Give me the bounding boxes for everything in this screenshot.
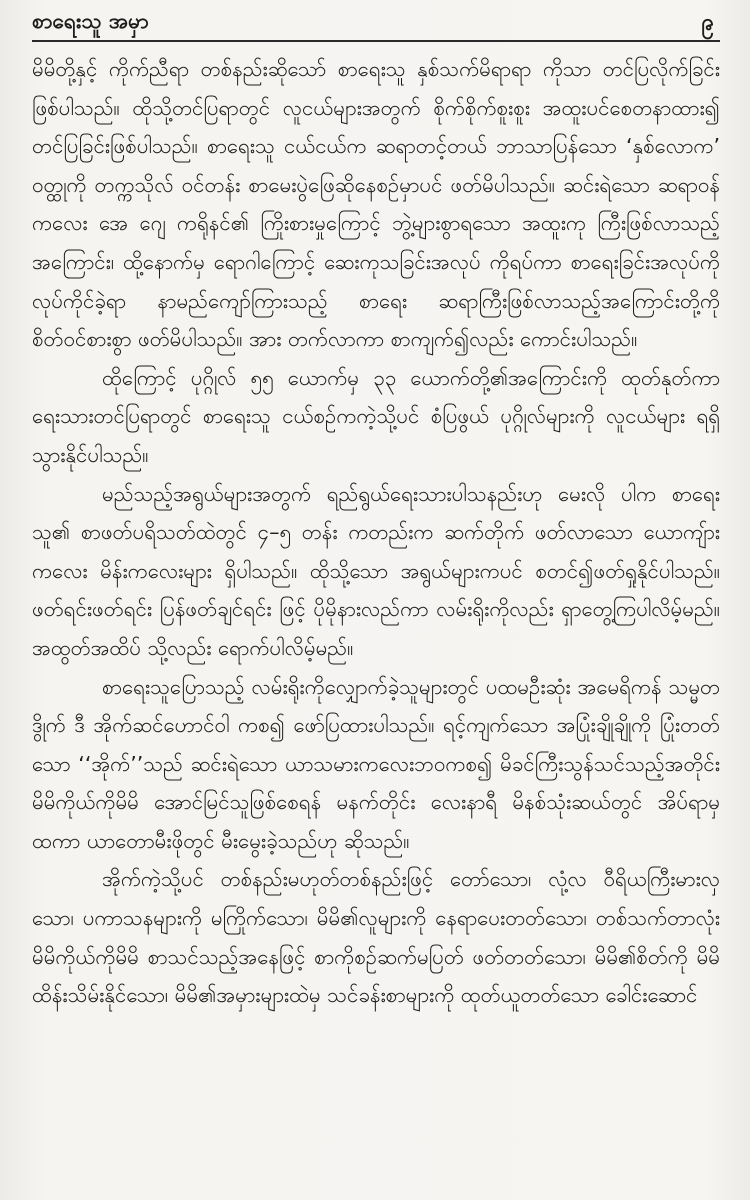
page-number: ၉ — [701, 9, 714, 35]
paragraph-3: မည်သည့်အရွယ်များအတွက် ရည်ရွယ်ရေးသားပါသနည်းဟု မေးလို ပါက စာရေးသူ၏ စာဖတ်ပရိသတ်ထဲတွင် ၄–၅ တန်း ကတည်းက ဆက်တိုက် ဖတ်လာသော ယောကျ်ားကလေး မိန်းကလေးများ ရှိပါသည်။ ထိုသို့သော အရွယ်များကပင် စတင်၍ဖတ်ရှုနိုင်ပါသည်။ ဖတ်ရင်းဖတ်ရင်း ပြန်ဖတ်ချင်ရင်း ဖြင့် ပိုမိုနားလည်ကာ လမ်းရိုးကိုလည်း ရှာတွေ့ကြပါလိမ့်မည်။ အထွတ်အထိပ် သို့လည်း ရောက်ပါလိမ့်မည်။ — [32, 481, 720, 660]
body-text — [32, 50, 720, 1015]
paragraph-1: မိမိတို့နှင့် ကိုက်ညီရာ တစ်နည်းဆိုသော် စာရေးသူ နှစ်သက်မိရာရာ ကိုသာ တင်ပြလိုက်ခြင်း ဖြစ်ပါသည်။ ထိုသို့တင်ပြရာတွင် လူငယ်များအတွက် စိုက်စိုက်စူးစူး အထူးပင်စေတနာထား၍ တင်ပြခြင်းဖြစ်ပါသည်။ စာရေးသူ ငယ်ငယ်က ဆရာတင့်တယ် ဘာသာပြန်သော ‘နှစ်လောက’ ဝတ္ထုကို တက္ကသိုလ် ဝင်တန်း စာမေးပွဲဖြေဆိုနေစဉ်မှာပင် ဖတ်မိပါသည်။ ဆင်းရဲသော ဆရာဝန် ကလေး အေ ဂျေ ကရိုနင်၏ ကြိုးစားမှုကြောင့် ဘွဲ့များစွာရသော အထူးကု ကြီးဖြစ်လာသည့်အကြောင်း၊ ထို့နောက်မှ ရောဂါကြောင့် ဆေးကုသခြင်းအလုပ် ကိုရပ်ကာ စာရေးခြင်းအလုပ်ကို လုပ်ကိုင်ခဲ့ရာ နာမည်ကျော်ကြားသည့် စာရေး ဆရာကြီးဖြစ်လာသည့်အကြောင်းတို့ကို စိတ်ဝင်စားစွာ ဖတ်မိပါသည်။ အား တက်လာကာ စာကျက်၍လည်း ကောင်းပါသည်။ — [32, 57, 720, 352]
paragraph-4: စာရေးသူပြောသည့် လမ်းရိုးကိုလျှောက်ခဲ့သူများတွင် ပထမဦးဆုံး အမေရိကန် သမ္မတ ဒွိုက် ဒီ အိုက်ဆင်ဟောင်ဝါ ကစ၍ ဖော်ပြထားပါသည်။ ရင့်ကျက်သော အပြုံးချိုချိုကို ပြုံးတတ်သော ‘‘အိုက်’’သည် ဆင်းရဲသော ယာသမားကလေးဘဝကစ၍ မိခင်ကြီးသွန်သင်သည့်အတိုင်း မိမိကိုယ်ကိုမိမိ အောင်မြင်သူဖြစ်စေရန် မနက်တိုင်း လေးနာရီ မိနစ်သုံးဆယ်တွင် အိပ်ရာမှ ထကာ ယာတောမီးဖိုတွင် မီးမွေးခဲ့သည်ဟု ဆိုသည်။ — [32, 674, 720, 853]
paragraph-5: အိုက်ကဲ့သို့ပင် တစ်နည်းမဟုတ်တစ်နည်းဖြင့် တော်သော၊ လုံ့လ ဝီရိယကြီးမားလှသော၊ ပကာသနများကို မကြိုက်သော၊ မိမိ၏လူများကို နေရာပေးတတ်သော၊ တစ်သက်တာလုံး မိမိကိုယ်ကိုမိမိ စာသင်သည့်အနေဖြင့် စာကိုစဉ်ဆက်မပြတ် ဖတ်တတ်သော၊ မိမိ၏စိတ်ကို မိမိထိန်းသိမ်းနိုင်သော၊ မိမိ၏အမှားများထဲမှ သင်ခန်းစာများကို ထုတ်ယူတတ်သော ခေါင်းဆောင် — [32, 867, 720, 1008]
page-header — [32, 6, 720, 42]
paragraph-2: ထိုကြောင့် ပုဂ္ဂိုလ် ၅၅ ယောက်မှ ၃၃ ယောက်တို့၏အကြောင်းကို ထုတ်နုတ်ကာ ရေးသားတင်ပြရာတွင် စာရေးသူ ငယ်စဉ်ကကဲ့သို့ပင် စံပြဖွယ် ပုဂ္ဂိုလ်များကို လူငယ်များ ရရှိသွားနိုင်ပါသည်။ — [32, 365, 720, 467]
running-title: စာရေးသူ အမှာ — [32, 8, 149, 33]
